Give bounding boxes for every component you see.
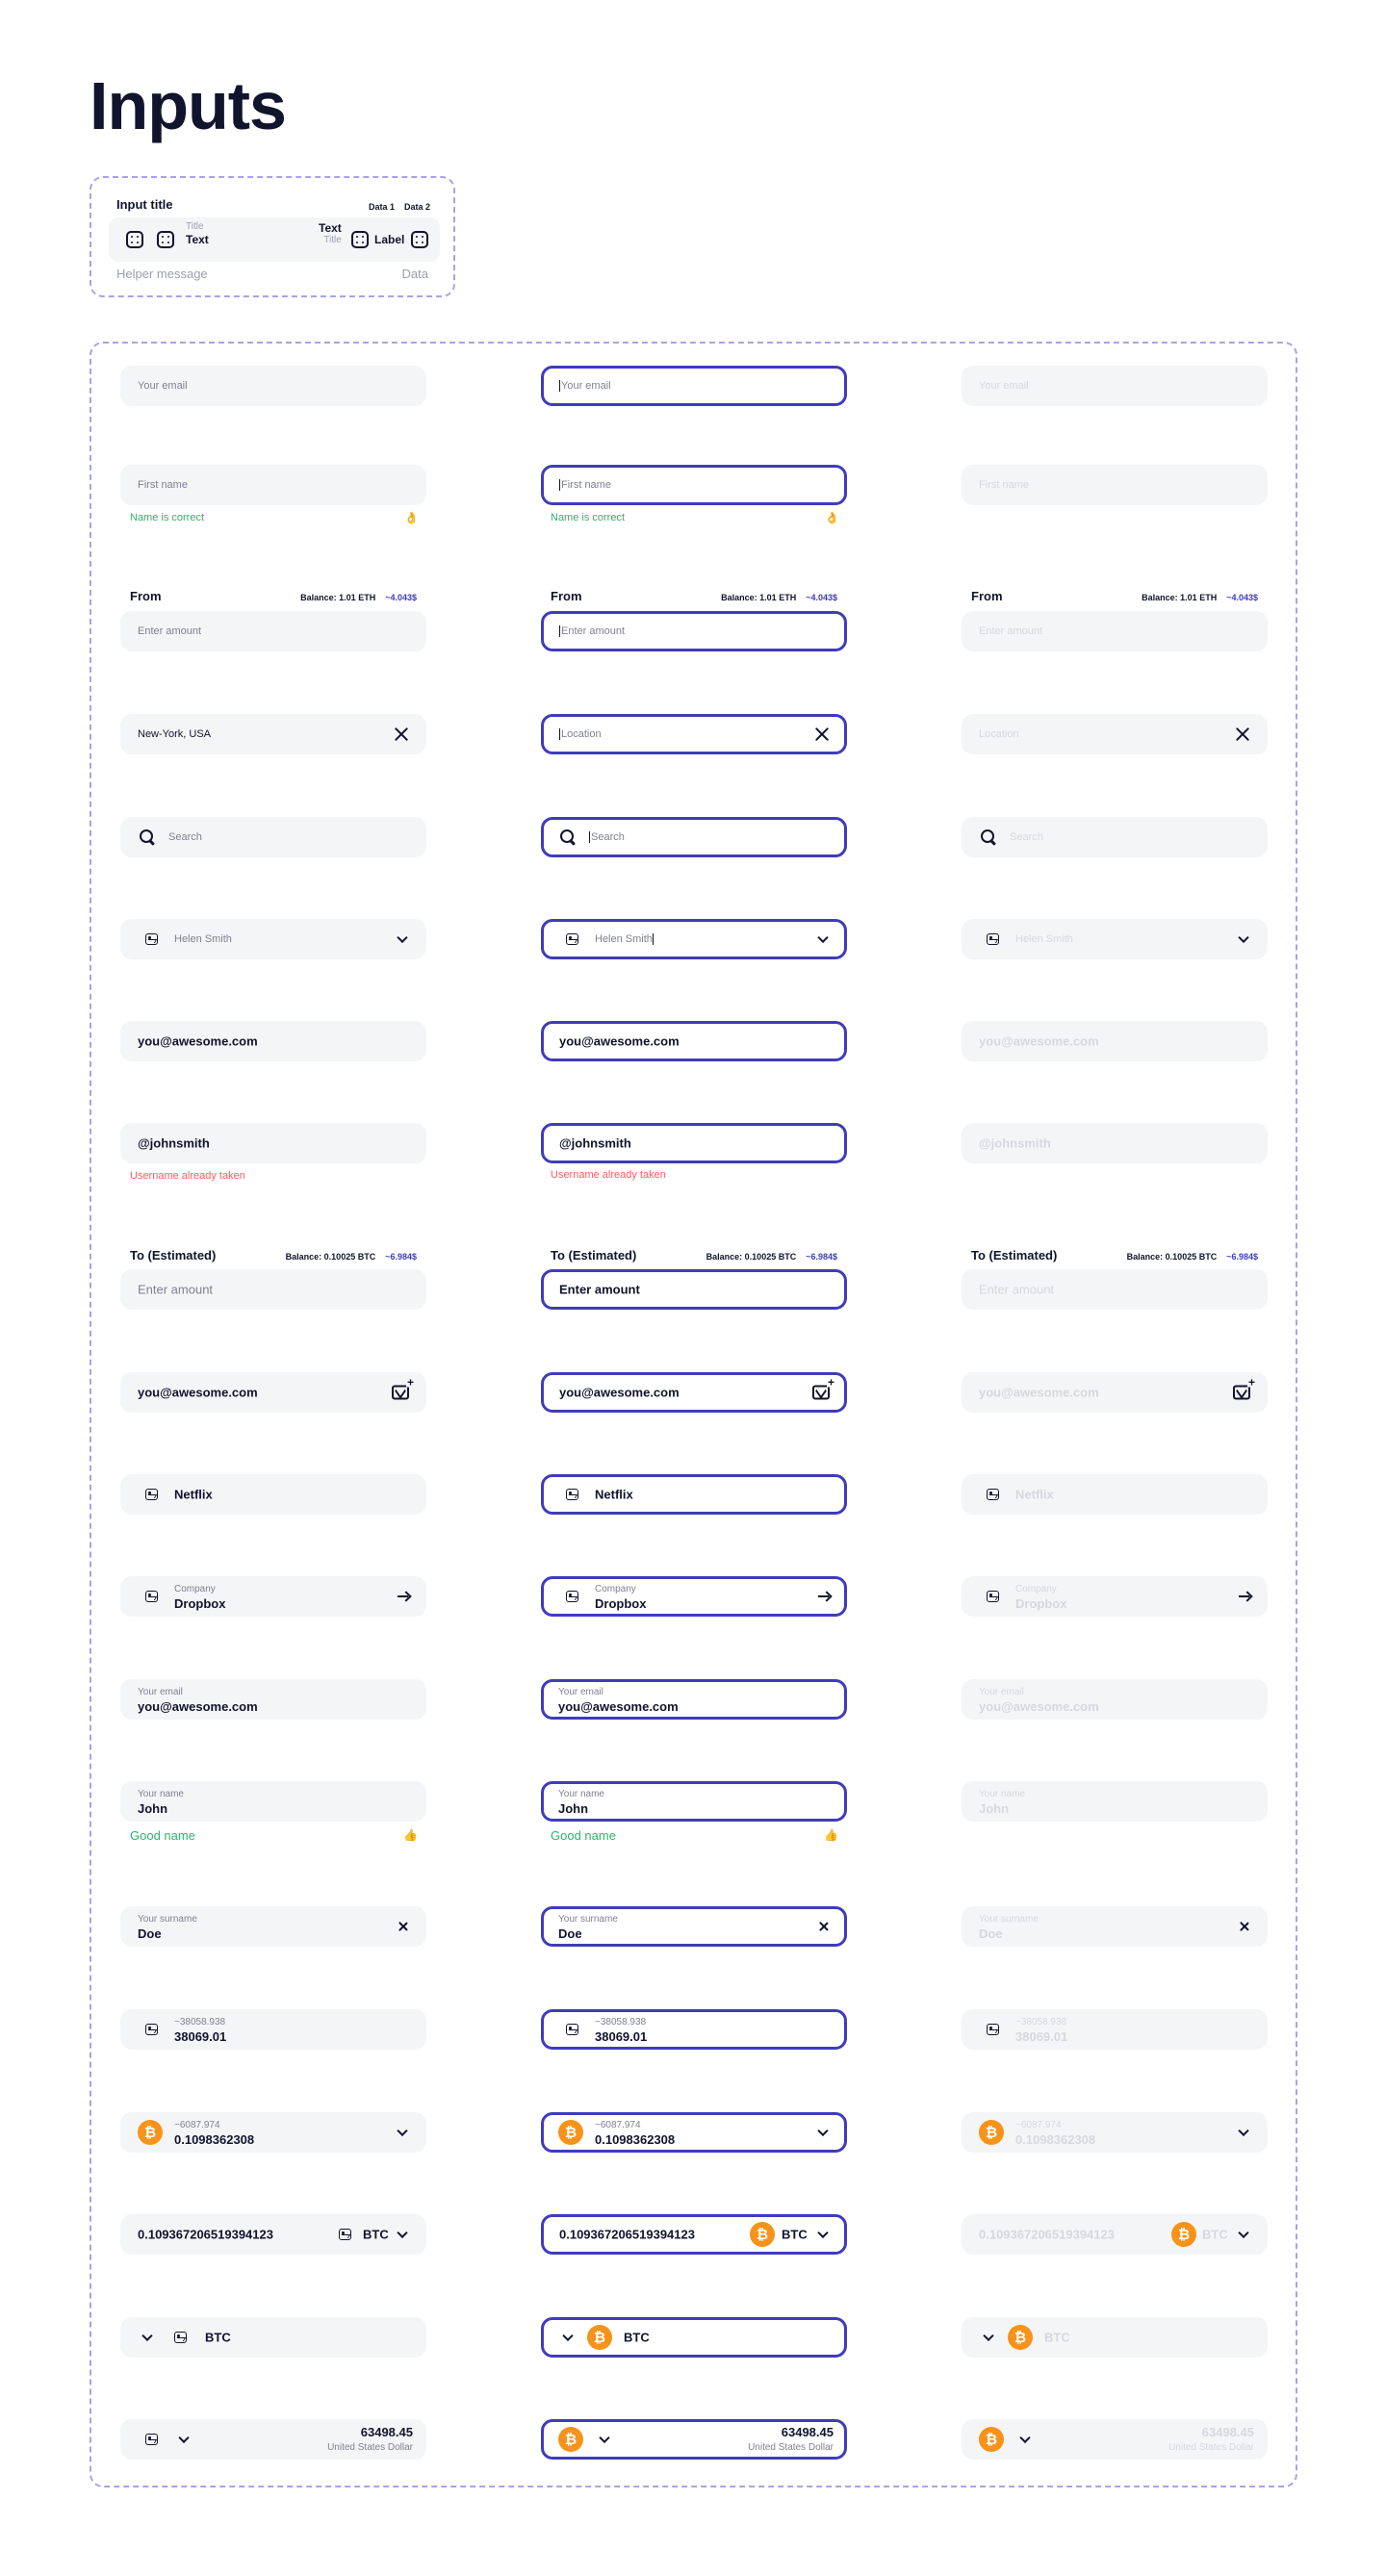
location-input-disabled — [962, 714, 1268, 754]
amount-block — [748, 2425, 834, 2453]
placeholder: Search — [591, 830, 625, 843]
success-message: Good name — [130, 1828, 195, 1843]
from-label-row — [962, 589, 1268, 608]
image-icon — [145, 933, 158, 945]
currency-label: BTC — [363, 2227, 389, 2242]
username-value: @johnsmith — [138, 1135, 210, 1151]
username-value: @johnsmith — [979, 1135, 1051, 1151]
currency-name: United States Dollar — [1168, 2442, 1254, 2453]
arrow-right-icon — [1239, 1591, 1250, 1602]
chevron-down-icon[interactable] — [397, 2228, 407, 2238]
email-value: you@awesome.com — [138, 1033, 258, 1049]
company-value: Dropbox — [174, 1596, 226, 1611]
balance: Balance: 0.10025 BTC — [285, 1252, 376, 1262]
currency-label: BTC — [205, 2330, 231, 2345]
ok-hand-icon: 👌 — [404, 511, 419, 524]
amount-block — [327, 2425, 413, 2453]
input-title: Input title — [116, 197, 173, 212]
approx-value: ~38058.938 — [174, 2017, 226, 2028]
chevron-down-icon[interactable] — [599, 2433, 609, 2443]
currency-name: United States Dollar — [748, 2442, 834, 2453]
close-icon — [1240, 1922, 1249, 1931]
field-label: Company — [174, 1584, 216, 1594]
placeholder: Enter amount — [979, 625, 1043, 637]
first-name-input[interactable] — [120, 465, 426, 505]
first-name-input-focused[interactable] — [541, 465, 847, 505]
search-icon — [560, 829, 576, 845]
from-label-row — [541, 589, 847, 608]
currency-select[interactable] — [120, 2317, 426, 2358]
search-input-disabled — [962, 817, 1268, 857]
error-message: Username already taken — [551, 1169, 666, 1181]
selected-user: Helen Smith — [595, 932, 653, 945]
balance: Balance: 1.01 ETH — [300, 593, 376, 602]
field-label: Your email — [979, 1687, 1024, 1697]
email-filled-input[interactable] — [120, 1021, 426, 1061]
arrow-right-icon[interactable] — [818, 1591, 830, 1602]
amount-value: 0.109367206519394123 — [559, 2227, 695, 2242]
value-input[interactable] — [120, 2009, 426, 2050]
image-icon — [145, 1489, 158, 1500]
labeled-email-input-focused[interactable] — [541, 1679, 847, 1720]
image-icon — [174, 2332, 187, 2343]
to-amount-input[interactable] — [120, 1269, 426, 1310]
to-amount-input-disabled — [962, 1269, 1268, 1310]
amount-value: 63498.45 — [360, 2425, 413, 2439]
placeholder-icon — [126, 231, 143, 248]
search-input-focused[interactable] — [541, 817, 847, 857]
search-icon — [981, 829, 996, 845]
labeled-email-input-disabled — [962, 1679, 1268, 1720]
balance: Balance: 1.01 ETH — [1142, 593, 1218, 602]
currency-label: BTC — [1044, 2330, 1070, 2345]
mail-add-icon[interactable] — [392, 1386, 409, 1400]
placeholder: Your email — [979, 380, 1029, 392]
placeholder: Enter amount — [138, 625, 202, 637]
approx-value: ~6087.974 — [595, 2120, 641, 2130]
email-value: you@awesome.com — [558, 1699, 679, 1714]
balance-usd: ~6.984$ — [385, 1252, 417, 1262]
value-input-disabled — [962, 2009, 1268, 2050]
balance-usd: ~6.984$ — [1226, 1252, 1258, 1262]
email-value: you@awesome.com — [138, 1385, 258, 1400]
email-filled-input-focused[interactable] — [541, 1021, 847, 1061]
email-invite-input-focused[interactable] — [541, 1372, 847, 1413]
text-title-stack — [319, 221, 342, 246]
placeholder: Search — [168, 831, 202, 843]
placeholder: Your email — [138, 380, 188, 392]
image-icon — [987, 2024, 999, 2035]
balance-usd: ~4.043$ — [806, 593, 837, 602]
crypto-amount-select-focused[interactable] — [541, 2112, 847, 2153]
selected-user: Helen Smith — [1015, 933, 1073, 945]
to-amount-input-focused[interactable] — [541, 1269, 847, 1310]
crypto-value-input-focused[interactable] — [541, 2214, 847, 2255]
approx-value: ~6087.974 — [174, 2120, 220, 2130]
balance-usd: ~6.984$ — [806, 1252, 837, 1262]
user-select-focused[interactable] — [541, 919, 847, 959]
surname-value: Doe — [979, 1926, 1003, 1941]
image-icon — [987, 933, 999, 945]
amount-value: 38069.01 — [174, 2029, 227, 2044]
location-input-focused[interactable] — [541, 714, 847, 754]
balance: Balance: 1.01 ETH — [721, 593, 797, 602]
search-input[interactable] — [120, 817, 426, 857]
amount-value: 0.1098362308 — [1015, 2132, 1096, 2147]
close-icon[interactable] — [819, 1922, 829, 1931]
stack-title-right: Title — [323, 235, 342, 245]
mail-add-icon[interactable] — [812, 1386, 830, 1400]
surname-value: Doe — [558, 1926, 582, 1941]
email-value: you@awesome.com — [559, 1385, 680, 1400]
fiat-amount-input-disabled — [962, 2419, 1268, 2460]
service-value: Netflix — [1015, 1487, 1054, 1502]
email-invite-input-disabled — [962, 1372, 1268, 1413]
from-label: From — [130, 589, 162, 603]
email-invite-input[interactable] — [120, 1372, 426, 1413]
from-amount-input[interactable] — [120, 611, 426, 651]
close-icon[interactable] — [814, 727, 830, 742]
service-input[interactable] — [120, 1474, 426, 1515]
mail-add-icon — [1233, 1386, 1250, 1400]
service-value: Netflix — [595, 1487, 633, 1502]
email-input[interactable] — [120, 366, 426, 406]
amount-value: 63498.45 — [1201, 2425, 1254, 2439]
currency-label: BTC — [624, 2330, 650, 2345]
field-label: Your name — [138, 1789, 184, 1799]
amount-block — [1168, 2425, 1254, 2453]
approx-value: ~6087.974 — [1015, 2120, 1062, 2130]
name-value: John — [558, 1801, 589, 1816]
placeholder: Enter amount — [979, 1282, 1055, 1297]
placeholder: Location — [561, 727, 602, 740]
to-label: To (Estimated) — [551, 1248, 637, 1262]
placeholder: Your email — [561, 379, 611, 392]
service-value: Netflix — [174, 1487, 213, 1502]
username-input[interactable] — [120, 1123, 426, 1163]
page-title: Inputs — [90, 68, 286, 143]
chevron-down-icon[interactable] — [562, 2331, 573, 2341]
chevron-down-icon — [1238, 932, 1248, 943]
amount-value: 0.1098362308 — [595, 2132, 676, 2147]
chevron-down-icon — [1238, 2228, 1248, 2238]
chevron-down-icon[interactable] — [178, 2433, 189, 2443]
stack-title: Title — [186, 221, 204, 232]
balance-usd: ~4.043$ — [1226, 593, 1258, 602]
text-caret — [559, 625, 560, 637]
email-filled-input-disabled — [962, 1021, 1268, 1061]
to-label-row — [120, 1248, 426, 1267]
text-caret — [559, 479, 560, 491]
text-caret — [589, 831, 590, 843]
arrow-right-icon[interactable] — [398, 1591, 409, 1602]
approx-value: ~38058.938 — [595, 2017, 647, 2028]
placeholder: Location — [979, 728, 1019, 740]
success-message: Name is correct — [130, 512, 205, 523]
chevron-down-icon — [1238, 2126, 1248, 2136]
email-input-disabled — [962, 366, 1268, 406]
image-icon — [566, 1489, 578, 1500]
from-label: From — [551, 589, 582, 603]
username-value: @johnsmith — [559, 1135, 631, 1151]
helper-message: Helper message — [116, 267, 208, 281]
name-input[interactable] — [120, 1781, 426, 1822]
placeholder-icon — [411, 231, 428, 248]
field-label: Your email — [138, 1687, 183, 1697]
close-icon[interactable] — [394, 727, 409, 742]
field-label: Your surname — [558, 1914, 618, 1925]
company-input[interactable] — [120, 1576, 426, 1617]
surname-input[interactable] — [120, 1906, 426, 1947]
crypto-amount-select[interactable] — [120, 2112, 426, 2153]
success-message: Good name — [551, 1828, 616, 1843]
to-label-row — [962, 1248, 1268, 1267]
approx-value: ~38058.938 — [1015, 2017, 1067, 2028]
name-input-focused[interactable] — [541, 1781, 847, 1822]
fiat-amount-input-focused[interactable] — [541, 2419, 847, 2460]
image-icon — [987, 1489, 999, 1500]
image-icon — [566, 2024, 578, 2035]
fiat-amount-input[interactable] — [120, 2419, 426, 2460]
placeholder: First name — [979, 479, 1029, 491]
bitcoin-icon: ₿ — [979, 2427, 1004, 2452]
amount-value: 63498.45 — [781, 2425, 834, 2439]
placeholder: First name — [561, 478, 611, 491]
thumbs-up-icon: 👍 — [824, 1828, 838, 1842]
data-2-label: Data 2 — [404, 202, 431, 212]
field-label: Your name — [979, 1789, 1025, 1799]
chevron-down-icon[interactable] — [817, 2228, 828, 2238]
data-1-label: Data 1 — [369, 202, 396, 212]
company-input-disabled — [962, 1576, 1268, 1617]
image-icon — [339, 2229, 351, 2240]
bitcoin-icon: ₿ — [138, 2120, 163, 2145]
field-label: Your name — [558, 1789, 604, 1799]
bitcoin-icon: ₿ — [750, 2222, 775, 2247]
username-input-disabled — [962, 1123, 1268, 1163]
placeholder-icon — [157, 231, 174, 248]
user-select[interactable] — [120, 919, 426, 959]
amount-value: 0.109367206519394123 — [979, 2227, 1115, 2242]
labeled-email-input[interactable] — [120, 1679, 426, 1720]
thumbs-up-icon: 👍 — [403, 1828, 418, 1842]
field-label: Your surname — [979, 1914, 1039, 1925]
error-message: Username already taken — [130, 1170, 245, 1182]
title-text-stack — [186, 221, 209, 246]
email-value: you@awesome.com — [138, 1699, 258, 1714]
placeholder: Enter amount — [561, 625, 626, 637]
text-caret — [653, 933, 654, 945]
chevron-down-icon[interactable] — [817, 2126, 828, 2136]
crypto-value-input[interactable] — [120, 2214, 426, 2255]
chevron-down-icon[interactable] — [397, 2126, 407, 2136]
to-label: To (Estimated) — [130, 1248, 217, 1262]
placeholder: Enter amount — [138, 1282, 214, 1297]
username-input-focused[interactable] — [541, 1123, 847, 1163]
balance: Balance: 0.10025 BTC — [706, 1252, 797, 1262]
chevron-down-icon[interactable] — [397, 932, 407, 943]
image-icon — [145, 2434, 158, 2445]
currency-select-disabled — [962, 2317, 1268, 2358]
balance-usd: ~4.043$ — [385, 593, 417, 602]
text-caret — [559, 380, 560, 392]
search-icon — [140, 829, 155, 845]
currency-select-focused[interactable] — [541, 2317, 847, 2358]
from-amount-input-focused[interactable] — [541, 611, 847, 651]
surname-input-disabled — [962, 1906, 1268, 1947]
crypto-value-input-disabled — [962, 2214, 1268, 2255]
image-icon — [566, 933, 578, 945]
placeholder: Search — [1010, 831, 1043, 843]
text-caret — [559, 728, 560, 740]
email-input-focused[interactable] — [541, 366, 847, 406]
success-message: Name is correct — [551, 512, 626, 523]
field-label: Your surname — [138, 1914, 197, 1925]
close-icon[interactable] — [398, 1922, 408, 1931]
placeholder-icon — [351, 231, 369, 248]
selected-user: Helen Smith — [174, 933, 232, 945]
from-label: From — [971, 589, 1003, 603]
amount-value: Enter amount — [559, 1282, 640, 1297]
label-text: Label — [374, 233, 405, 246]
value-input-focused[interactable] — [541, 2009, 847, 2050]
email-value: you@awesome.com — [979, 1385, 1099, 1400]
field-label: Company — [595, 1584, 636, 1594]
placeholder: First name — [138, 479, 188, 491]
surname-input-focused[interactable] — [541, 1906, 847, 1947]
bitcoin-icon: ₿ — [1171, 2222, 1196, 2247]
image-icon — [145, 2024, 158, 2035]
company-input-focused[interactable] — [541, 1576, 847, 1617]
chevron-down-icon[interactable] — [141, 2331, 152, 2341]
image-icon — [145, 1591, 158, 1602]
amount-value: 0.109367206519394123 — [138, 2227, 273, 2242]
crypto-amount-select-disabled — [962, 2112, 1268, 2153]
name-input-disabled — [962, 1781, 1268, 1822]
service-input-disabled — [962, 1474, 1268, 1515]
close-icon — [1235, 727, 1250, 742]
location-input[interactable] — [120, 714, 426, 754]
bitcoin-icon: ₿ — [979, 2120, 1004, 2145]
chevron-down-icon — [1019, 2433, 1030, 2443]
ok-hand-icon: 👌 — [825, 511, 839, 524]
to-label-row — [541, 1248, 847, 1267]
email-value: you@awesome.com — [979, 1699, 1099, 1714]
user-select-disabled — [962, 919, 1268, 959]
surname-value: Doe — [138, 1926, 162, 1941]
helper-data: Data — [401, 267, 428, 281]
email-value: you@awesome.com — [559, 1033, 680, 1049]
amount-value: 38069.01 — [595, 2029, 648, 2044]
anatomy-input-field[interactable] — [109, 217, 440, 262]
location-value: New-York, USA — [138, 728, 212, 740]
bitcoin-icon: ₿ — [558, 2427, 583, 2452]
name-value: John — [979, 1801, 1010, 1816]
inputs-container — [90, 342, 1297, 2487]
currency-name: United States Dollar — [327, 2442, 413, 2453]
image-icon — [566, 1591, 578, 1602]
service-input-focused[interactable] — [541, 1474, 847, 1515]
name-value: John — [138, 1801, 168, 1816]
chevron-down-icon — [983, 2331, 993, 2341]
first-name-input-disabled — [962, 465, 1268, 505]
currency-label: BTC — [1202, 2227, 1228, 2242]
stack-text-right: Text — [319, 221, 342, 235]
email-value: you@awesome.com — [979, 1033, 1099, 1049]
field-label: Your email — [558, 1687, 603, 1697]
from-amount-input-disabled — [962, 611, 1268, 651]
bitcoin-icon: ₿ — [558, 2120, 583, 2145]
bitcoin-icon: ₿ — [587, 2325, 612, 2350]
image-icon — [987, 1591, 999, 1602]
bitcoin-icon: ₿ — [1008, 2325, 1033, 2350]
stack-text: Text — [186, 233, 209, 246]
chevron-down-icon[interactable] — [817, 932, 828, 943]
company-value: Dropbox — [595, 1596, 647, 1611]
amount-value: 38069.01 — [1015, 2029, 1068, 2044]
field-label: Company — [1015, 1584, 1057, 1594]
currency-label: BTC — [782, 2227, 808, 2242]
to-label: To (Estimated) — [971, 1248, 1058, 1262]
company-value: Dropbox — [1015, 1596, 1067, 1611]
from-label-row — [120, 589, 426, 608]
amount-value: 0.1098362308 — [174, 2132, 255, 2147]
balance: Balance: 0.10025 BTC — [1126, 1252, 1218, 1262]
input-anatomy-card — [90, 176, 455, 297]
